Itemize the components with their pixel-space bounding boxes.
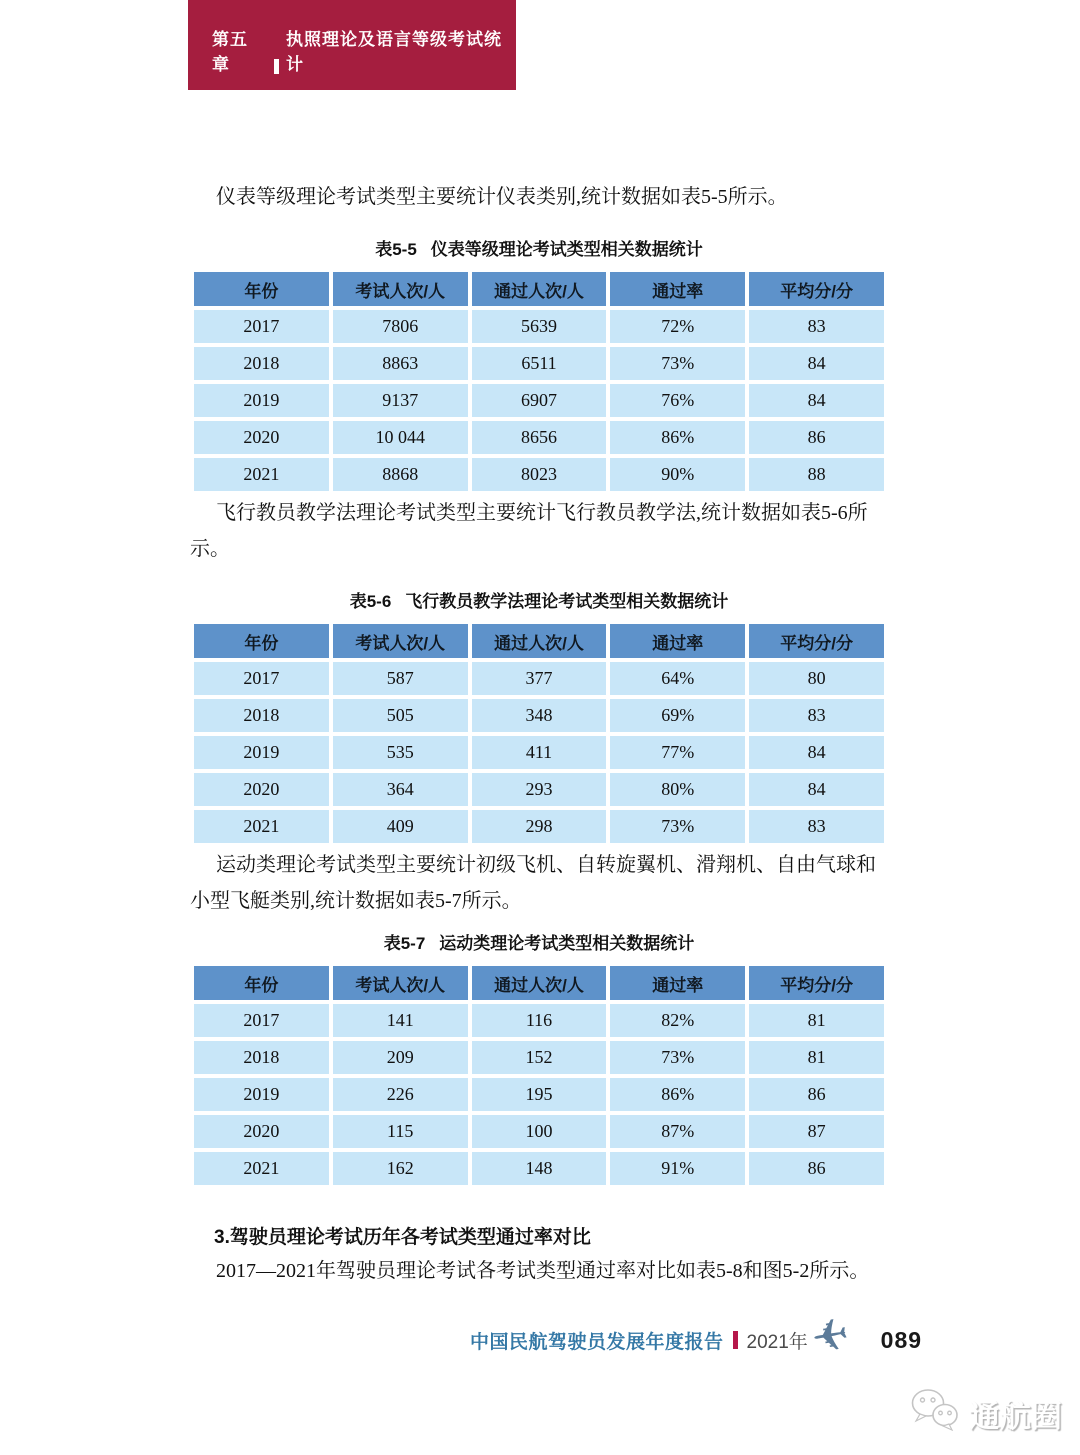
table-row xyxy=(194,421,884,454)
table-5-7-caption xyxy=(190,931,888,956)
table-row xyxy=(194,310,884,343)
table-cell: 64% xyxy=(610,662,745,695)
table-row xyxy=(194,810,884,843)
table-cell: 2017 xyxy=(194,1004,329,1037)
chapter-title: 执照理论及语言等级考试统计 xyxy=(286,30,502,74)
chapter-number: 第五章 xyxy=(212,30,248,74)
caption-label: 表5-5 xyxy=(375,240,417,259)
table-cell: 86 xyxy=(749,1078,884,1111)
caption-label: 表5-6 xyxy=(349,592,392,611)
table-row xyxy=(194,1115,884,1148)
table-cell: 5639 xyxy=(472,310,607,343)
banner-separator-bar xyxy=(274,59,279,74)
column-header: 年份 xyxy=(194,272,329,306)
table-cell: 84 xyxy=(749,384,884,417)
table-cell: 6907 xyxy=(472,384,607,417)
table-cell: 80% xyxy=(610,773,745,806)
table-5-6 xyxy=(190,620,888,847)
column-header: 通过率 xyxy=(610,624,745,658)
table-row xyxy=(194,347,884,380)
caption-title: 运动类理论考试类型相关数据统计 xyxy=(439,934,695,953)
table-cell: 2020 xyxy=(194,421,329,454)
paragraph-passrate-compare: 2017—2021年驾驶员理论考试各考试类型通过率对比如表5-8和图5-2所示。 xyxy=(216,1260,870,1282)
table-cell: 587 xyxy=(333,662,468,695)
column-header: 考试人次/人 xyxy=(333,966,468,1000)
table-cell: 2019 xyxy=(194,384,329,417)
table-cell: 2020 xyxy=(194,773,329,806)
table-cell: 8023 xyxy=(472,458,607,491)
table-row xyxy=(194,1004,884,1037)
table-row xyxy=(194,458,884,491)
table-cell: 348 xyxy=(472,699,607,732)
table-cell: 505 xyxy=(333,699,468,732)
footer-separator-bar xyxy=(733,1331,738,1349)
column-header: 通过人次/人 xyxy=(472,966,607,1000)
table-cell: 116 xyxy=(472,1004,607,1037)
column-header: 通过率 xyxy=(610,272,745,306)
table-cell: 86% xyxy=(610,1078,745,1111)
table-cell: 84 xyxy=(749,736,884,769)
table-row xyxy=(194,384,884,417)
paragraph-sport-category: 运动类理论考试类型主要统计初级飞机、自转旋翼机、滑翔机、自由气球和小型飞艇类别,统计数据如表5-7所示。 xyxy=(190,854,876,912)
table-5-5-caption xyxy=(190,237,888,262)
table-row xyxy=(194,699,884,732)
table-cell: 298 xyxy=(472,810,607,843)
table-cell: 69% xyxy=(610,699,745,732)
section-heading: 3.驾驶员理论考试历年各考试类型通过率对比 xyxy=(214,1227,591,1248)
table-cell: 2019 xyxy=(194,1078,329,1111)
table-cell: 82% xyxy=(610,1004,745,1037)
column-header: 平均分/分 xyxy=(749,272,884,306)
table-cell: 409 xyxy=(333,810,468,843)
table-cell: 115 xyxy=(333,1115,468,1148)
column-header: 平均分/分 xyxy=(749,624,884,658)
column-header: 考试人次/人 xyxy=(333,624,468,658)
table-cell: 80 xyxy=(749,662,884,695)
paragraph-flight-instructor: 飞行教员教学法理论考试类型主要统计飞行教员教学法,统计数据如表5-6所示。 xyxy=(190,502,868,560)
table-cell: 2017 xyxy=(194,662,329,695)
watermark-text: 通航圈 xyxy=(969,1398,1062,1434)
table-cell: 10 044 xyxy=(333,421,468,454)
table-cell: 88 xyxy=(749,458,884,491)
table-cell: 141 xyxy=(333,1004,468,1037)
table-cell: 87% xyxy=(610,1115,745,1148)
table-cell: 411 xyxy=(472,736,607,769)
table-cell: 2018 xyxy=(194,347,329,380)
table-cell: 162 xyxy=(333,1152,468,1185)
column-header: 平均分/分 xyxy=(749,966,884,1000)
caption-title: 飞行教员教学法理论考试类型相关数据统计 xyxy=(405,592,729,611)
table-cell: 72% xyxy=(610,310,745,343)
table-row xyxy=(194,662,884,695)
caption-label: 表5-7 xyxy=(383,934,426,953)
footer-year: 2021年 xyxy=(746,1331,808,1353)
table-cell: 8868 xyxy=(333,458,468,491)
table-cell: 2020 xyxy=(194,1115,329,1148)
table-cell: 86 xyxy=(749,421,884,454)
column-header: 年份 xyxy=(194,624,329,658)
table-cell: 226 xyxy=(333,1078,468,1111)
table-row xyxy=(194,1041,884,1074)
table-cell: 86% xyxy=(610,421,745,454)
table-cell: 293 xyxy=(472,773,607,806)
table-cell: 2018 xyxy=(194,699,329,732)
table-cell: 73% xyxy=(610,347,745,380)
table-cell: 2017 xyxy=(194,310,329,343)
table-cell: 84 xyxy=(749,347,884,380)
table-cell: 8863 xyxy=(333,347,468,380)
table-cell: 8656 xyxy=(472,421,607,454)
table-5-6-caption xyxy=(190,589,888,614)
table-cell: 2021 xyxy=(194,1152,329,1185)
table-header-row xyxy=(194,624,884,658)
table-cell: 83 xyxy=(749,310,884,343)
table-cell: 2021 xyxy=(194,458,329,491)
table-row xyxy=(194,1078,884,1111)
table-cell: 2019 xyxy=(194,736,329,769)
paragraph-instrument-rating: 仪表等级理论考试类型主要统计仪表类别,统计数据如表5-5所示。 xyxy=(216,186,788,208)
table-cell: 76% xyxy=(610,384,745,417)
table-cell: 2018 xyxy=(194,1041,329,1074)
table-5-7 xyxy=(190,962,888,1189)
table-cell: 152 xyxy=(472,1041,607,1074)
table-cell: 73% xyxy=(610,1041,745,1074)
table-cell: 148 xyxy=(472,1152,607,1185)
table-cell: 86 xyxy=(749,1152,884,1185)
caption-title: 仪表等级理论考试类型相关数据统计 xyxy=(430,240,703,259)
table-cell: 195 xyxy=(472,1078,607,1111)
table-cell: 364 xyxy=(333,773,468,806)
table-cell: 6511 xyxy=(472,347,607,380)
wechat-logo-icon xyxy=(909,1387,961,1439)
table-cell: 87 xyxy=(749,1115,884,1148)
table-header-row xyxy=(194,272,884,306)
page-footer xyxy=(470,1309,923,1364)
table-cell: 81 xyxy=(749,1004,884,1037)
table-cell: 84 xyxy=(749,773,884,806)
table-cell: 2021 xyxy=(194,810,329,843)
table-cell: 209 xyxy=(333,1041,468,1074)
table-cell: 90% xyxy=(610,458,745,491)
table-cell: 377 xyxy=(472,662,607,695)
table-cell: 7806 xyxy=(333,310,468,343)
watermark xyxy=(909,1387,1062,1439)
column-header: 通过人次/人 xyxy=(472,272,607,306)
airplane-icon: ✈ xyxy=(807,1309,853,1364)
table-cell: 535 xyxy=(333,736,468,769)
table-cell: 81 xyxy=(749,1041,884,1074)
chapter-banner xyxy=(188,0,516,90)
table-row xyxy=(194,736,884,769)
page-number: 089 xyxy=(880,1326,923,1353)
table-cell: 100 xyxy=(472,1115,607,1148)
column-header: 年份 xyxy=(194,966,329,1000)
table-cell: 9137 xyxy=(333,384,468,417)
table-cell: 73% xyxy=(610,810,745,843)
table-row xyxy=(194,1152,884,1185)
column-header: 通过率 xyxy=(610,966,745,1000)
column-header: 考试人次/人 xyxy=(333,272,468,306)
table-header-row xyxy=(194,966,884,1000)
table-cell: 83 xyxy=(749,810,884,843)
table-row xyxy=(194,773,884,806)
table-cell: 83 xyxy=(749,699,884,732)
table-5-5 xyxy=(190,268,888,495)
table-cell: 91% xyxy=(610,1152,745,1185)
table-cell: 77% xyxy=(610,736,745,769)
column-header: 通过人次/人 xyxy=(472,624,607,658)
footer-report-title: 中国民航驾驶员发展年度报告 xyxy=(470,1331,724,1353)
